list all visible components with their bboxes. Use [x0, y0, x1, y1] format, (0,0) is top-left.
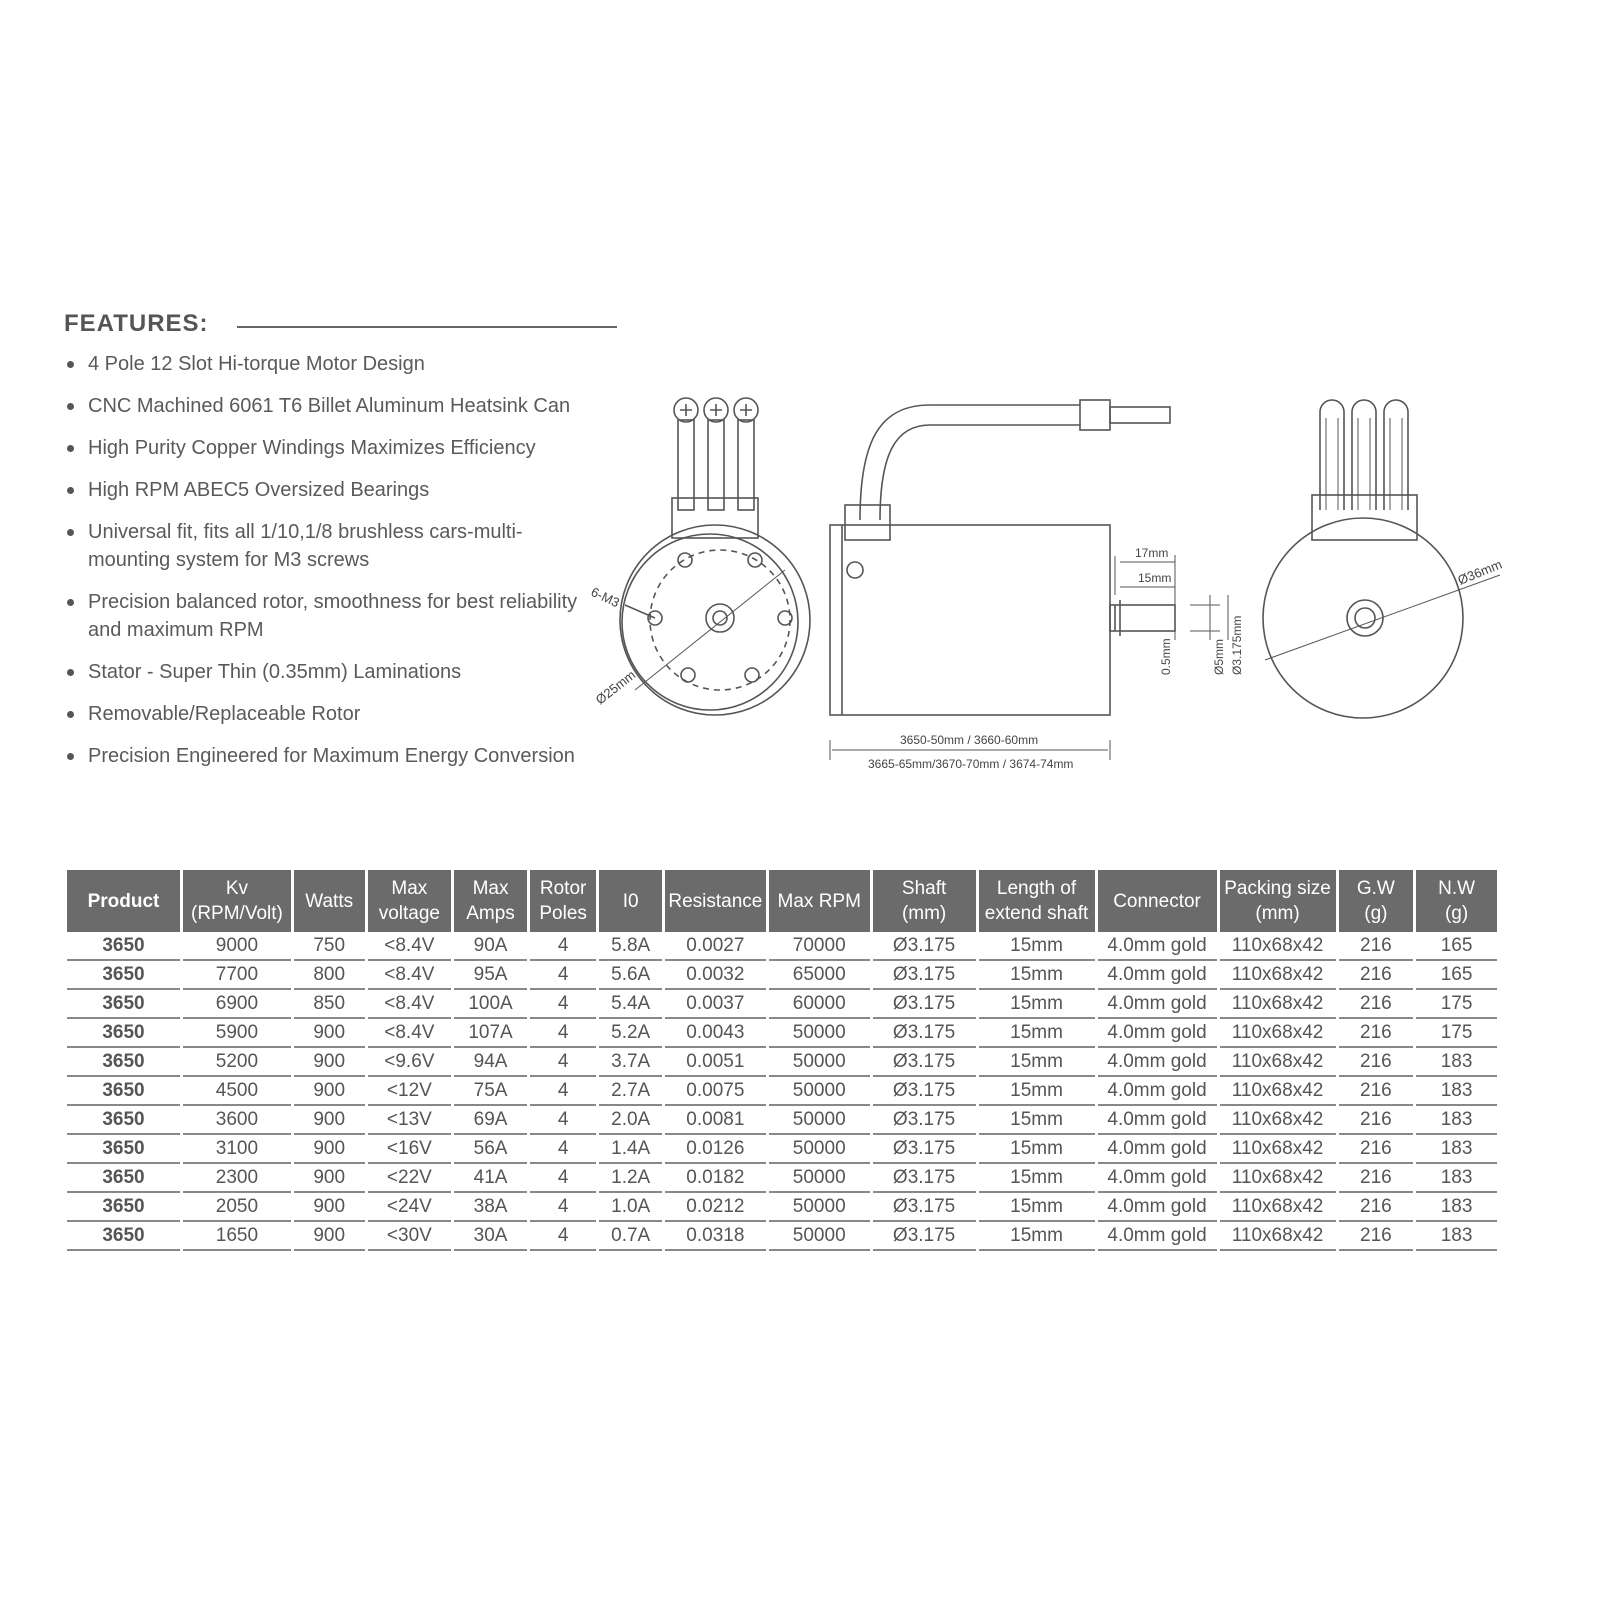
cell-shaft: Ø3.175: [873, 961, 976, 990]
cell-max-voltage: <30V: [368, 1222, 452, 1251]
cell-max-voltage: <8.4V: [368, 1019, 452, 1048]
cell-net-weight: 183: [1416, 1135, 1497, 1164]
cell-max-amps: 75A: [454, 1077, 527, 1106]
side-view: [830, 400, 1244, 771]
cell-kv: 6900: [183, 990, 291, 1019]
rear-view: [1263, 400, 1504, 718]
feature-item: Precision Engineered for Maximum Energy Conversion: [64, 742, 624, 770]
cell-packing-size: 110x68x42: [1220, 932, 1336, 961]
holes-label: 6-M3: [588, 584, 622, 611]
cell-max-amps: 38A: [454, 1193, 527, 1222]
cell-resistance: 0.0126: [665, 1135, 766, 1164]
rear-can-outline: [1263, 518, 1463, 718]
cell-max-amps: 94A: [454, 1048, 527, 1077]
cell-shaft-length: 15mm: [979, 961, 1095, 990]
cell-resistance: 0.0212: [665, 1193, 766, 1222]
shaft-15mm-label: 15mm: [1138, 571, 1172, 585]
cell-product: 3650: [67, 1135, 180, 1164]
col-i0: I0: [599, 870, 662, 932]
cell-gross-weight: 216: [1339, 1048, 1414, 1077]
cell-max-voltage: <12V: [368, 1077, 452, 1106]
cell-connector: 4.0mm gold: [1098, 1222, 1217, 1251]
cell-net-weight: 175: [1416, 1019, 1497, 1048]
cell-i0: 5.8A: [599, 932, 662, 961]
spec-table: [64, 870, 1500, 1251]
feature-item: 4 Pole 12 Slot Hi-torque Motor Design: [64, 350, 624, 378]
cell-i0: 5.6A: [599, 961, 662, 990]
cell-shaft-length: 15mm: [979, 1106, 1095, 1135]
cell-max-amps: 69A: [454, 1106, 527, 1135]
cell-net-weight: 165: [1416, 932, 1497, 961]
cell-max-rpm: 50000: [769, 1106, 870, 1135]
cell-packing-size: 110x68x42: [1220, 1222, 1336, 1251]
motor-drawing-svg: [560, 380, 1560, 800]
features-title: FEATURES:: [64, 310, 209, 337]
cell-packing-size: 110x68x42: [1220, 990, 1336, 1019]
cell-max-amps: 100A: [454, 990, 527, 1019]
cell-resistance: 0.0182: [665, 1164, 766, 1193]
cell-kv: 3600: [183, 1106, 291, 1135]
cell-resistance: 0.0081: [665, 1106, 766, 1135]
cell-rotor-poles: 4: [530, 1164, 597, 1193]
cell-max-rpm: 65000: [769, 961, 870, 990]
col-max-voltage: Max voltage: [368, 870, 452, 932]
cell-watts: 900: [294, 1077, 365, 1106]
feature-item: Removable/Replaceable Rotor: [64, 700, 624, 728]
cell-product: 3650: [67, 1048, 180, 1077]
cell-i0: 0.7A: [599, 1222, 662, 1251]
cell-max-rpm: 50000: [769, 1193, 870, 1222]
cell-gross-weight: 216: [1339, 1106, 1414, 1135]
cell-watts: 900: [294, 1193, 365, 1222]
cell-watts: 900: [294, 1222, 365, 1251]
cell-rotor-poles: 4: [530, 932, 597, 961]
table-row: [67, 1135, 1497, 1164]
cell-rotor-poles: 4: [530, 990, 597, 1019]
front-dia-leader: [635, 570, 785, 690]
feature-item: Universal fit, fits all 1/10,1/8 brushless cars-multi-mounting system for M3 screws: [64, 518, 528, 574]
features-list: [64, 350, 624, 770]
cell-max-rpm: 50000: [769, 1048, 870, 1077]
cell-product: 3650: [67, 1164, 180, 1193]
cell-connector: 4.0mm gold: [1098, 1164, 1217, 1193]
cell-watts: 800: [294, 961, 365, 990]
cell-product: 3650: [67, 1077, 180, 1106]
rear-shaft: [1355, 608, 1375, 628]
cell-rotor-poles: 4: [530, 961, 597, 990]
cell-shaft: Ø3.175: [873, 1106, 976, 1135]
cell-shaft: Ø3.175: [873, 1135, 976, 1164]
cell-watts: 900: [294, 1164, 365, 1193]
col-watts: Watts: [294, 870, 365, 932]
cell-max-voltage: <8.4V: [368, 961, 452, 990]
rear-dia-label: Ø36mm: [1455, 556, 1504, 588]
cell-kv: 2050: [183, 1193, 291, 1222]
cell-shaft-length: 15mm: [979, 1019, 1095, 1048]
col-packing-size: Packing size (mm): [1220, 870, 1336, 932]
cell-i0: 1.4A: [599, 1135, 662, 1164]
side-wire-inner: [880, 425, 1080, 520]
cell-kv: 5200: [183, 1048, 291, 1077]
cell-shaft: Ø3.175: [873, 1019, 976, 1048]
cell-shaft-length: 15mm: [979, 1048, 1095, 1077]
cell-max-amps: 90A: [454, 932, 527, 961]
cell-gross-weight: 216: [1339, 1019, 1414, 1048]
cell-shaft-length: 15mm: [979, 1222, 1095, 1251]
cell-max-rpm: 50000: [769, 1077, 870, 1106]
length-label-1: 3650-50mm / 3660-60mm: [900, 733, 1039, 747]
cell-shaft: Ø3.175: [873, 1222, 976, 1251]
feature-item: High RPM ABEC5 Oversized Bearings: [64, 476, 624, 504]
cell-watts: 750: [294, 932, 365, 961]
table-row: [67, 1019, 1497, 1048]
cell-max-voltage: <8.4V: [368, 990, 452, 1019]
spec-table-body: [67, 932, 1497, 1251]
table-row: [67, 1048, 1497, 1077]
cell-connector: 4.0mm gold: [1098, 961, 1217, 990]
cell-net-weight: 183: [1416, 1193, 1497, 1222]
shaft-5mm-label: Ø5mm: [1212, 639, 1226, 675]
cell-shaft: Ø3.175: [873, 1164, 976, 1193]
cell-max-voltage: <13V: [368, 1106, 452, 1135]
cell-gross-weight: 216: [1339, 1222, 1414, 1251]
col-kv: Kv (RPM/Volt): [183, 870, 291, 932]
cell-resistance: 0.0027: [665, 932, 766, 961]
cell-connector: 4.0mm gold: [1098, 932, 1217, 961]
cell-watts: 900: [294, 1019, 365, 1048]
cell-rotor-poles: 4: [530, 1077, 597, 1106]
cell-packing-size: 110x68x42: [1220, 1106, 1336, 1135]
features-section: [64, 310, 624, 784]
cell-product: 3650: [67, 1193, 180, 1222]
cell-net-weight: 183: [1416, 1164, 1497, 1193]
feature-item: CNC Machined 6061 T6 Billet Aluminum Heatsink Can: [64, 392, 624, 420]
cell-max-amps: 56A: [454, 1135, 527, 1164]
header-row: [67, 870, 1497, 932]
col-resistance: Resistance: [665, 870, 766, 932]
cell-connector: 4.0mm gold: [1098, 1135, 1217, 1164]
cell-shaft: Ø3.175: [873, 1048, 976, 1077]
cell-product: 3650: [67, 1106, 180, 1135]
cell-watts: 900: [294, 1106, 365, 1135]
cell-product: 3650: [67, 1222, 180, 1251]
cell-gross-weight: 216: [1339, 990, 1414, 1019]
front-dia-label: Ø25mm: [592, 667, 639, 708]
cell-i0: 5.4A: [599, 990, 662, 1019]
cell-max-voltage: <16V: [368, 1135, 452, 1164]
cell-shaft-length: 15mm: [979, 1164, 1095, 1193]
length-label-2: 3665-65mm/3670-70mm / 3674-74mm: [868, 757, 1074, 771]
cell-max-rpm: 50000: [769, 1164, 870, 1193]
cell-rotor-poles: 4: [530, 1135, 597, 1164]
cell-shaft-length: 15mm: [979, 1077, 1095, 1106]
cell-product: 3650: [67, 932, 180, 961]
cell-gross-weight: 216: [1339, 961, 1414, 990]
cell-max-amps: 30A: [454, 1222, 527, 1251]
cell-net-weight: 183: [1416, 1048, 1497, 1077]
shaft-17mm-label: 17mm: [1135, 546, 1169, 560]
side-connector-sleeve: [1080, 400, 1110, 430]
cell-packing-size: 110x68x42: [1220, 1164, 1336, 1193]
cell-max-voltage: <9.6V: [368, 1048, 452, 1077]
front-bolt-circle: [650, 550, 790, 690]
cell-gross-weight: 216: [1339, 1135, 1414, 1164]
features-title-rule: [237, 326, 617, 328]
cell-kv: 2300: [183, 1164, 291, 1193]
cell-packing-size: 110x68x42: [1220, 1077, 1336, 1106]
cell-packing-size: 110x68x42: [1220, 1019, 1336, 1048]
cell-max-rpm: 60000: [769, 990, 870, 1019]
cell-i0: 3.7A: [599, 1048, 662, 1077]
cell-shaft-length: 15mm: [979, 1135, 1095, 1164]
col-gross-weight: G.W (g): [1339, 870, 1414, 932]
cell-kv: 4500: [183, 1077, 291, 1106]
side-wire-boot: [845, 505, 890, 540]
cell-max-rpm: 70000: [769, 932, 870, 961]
col-product: Product: [67, 870, 180, 932]
table-row: [67, 932, 1497, 961]
side-can: [830, 525, 1110, 715]
cell-resistance: 0.0032: [665, 961, 766, 990]
cell-product: 3650: [67, 1019, 180, 1048]
cell-shaft: Ø3.175: [873, 1193, 976, 1222]
side-screw: [847, 562, 863, 578]
cell-gross-weight: 216: [1339, 932, 1414, 961]
spec-table-header: [67, 870, 1497, 932]
cell-shaft: Ø3.175: [873, 932, 976, 961]
cell-gross-weight: 216: [1339, 1164, 1414, 1193]
table-row: [67, 1222, 1497, 1251]
cell-max-amps: 107A: [454, 1019, 527, 1048]
cell-max-rpm: 50000: [769, 1222, 870, 1251]
cell-packing-size: 110x68x42: [1220, 1193, 1336, 1222]
cell-rotor-poles: 4: [530, 1193, 597, 1222]
front-wires: [674, 398, 758, 510]
cell-shaft-length: 15mm: [979, 932, 1095, 961]
col-rotor-poles: Rotor Poles: [530, 870, 597, 932]
cell-shaft-length: 15mm: [979, 990, 1095, 1019]
cell-resistance: 0.0051: [665, 1048, 766, 1077]
col-max-rpm: Max RPM: [769, 870, 870, 932]
motor-drawings: [560, 380, 1560, 800]
cell-shaft-length: 15mm: [979, 1193, 1095, 1222]
cell-i0: 1.0A: [599, 1193, 662, 1222]
cell-resistance: 0.0318: [665, 1222, 766, 1251]
cell-resistance: 0.0037: [665, 990, 766, 1019]
cell-connector: 4.0mm gold: [1098, 1077, 1217, 1106]
cell-packing-size: 110x68x42: [1220, 1135, 1336, 1164]
cell-connector: 4.0mm gold: [1098, 1048, 1217, 1077]
cell-net-weight: 183: [1416, 1077, 1497, 1106]
cell-product: 3650: [67, 961, 180, 990]
cell-connector: 4.0mm gold: [1098, 1193, 1217, 1222]
cell-i0: 1.2A: [599, 1164, 662, 1193]
cell-rotor-poles: 4: [530, 1048, 597, 1077]
cell-max-rpm: 50000: [769, 1135, 870, 1164]
cell-kv: 9000: [183, 932, 291, 961]
col-net-weight: N.W (g): [1416, 870, 1497, 932]
shaft-3175-label: Ø3.175mm: [1230, 615, 1244, 675]
cell-i0: 2.7A: [599, 1077, 662, 1106]
col-connector: Connector: [1098, 870, 1217, 932]
cell-resistance: 0.0043: [665, 1019, 766, 1048]
table-row: [67, 1193, 1497, 1222]
cell-kv: 3100: [183, 1135, 291, 1164]
cell-kv: 1650: [183, 1222, 291, 1251]
cell-max-voltage: <8.4V: [368, 932, 452, 961]
cell-watts: 850: [294, 990, 365, 1019]
col-shaft: Shaft (mm): [873, 870, 976, 932]
table-row: [67, 990, 1497, 1019]
col-max-amps: Max Amps: [454, 870, 527, 932]
cell-watts: 900: [294, 1048, 365, 1077]
cell-rotor-poles: 4: [530, 1019, 597, 1048]
rear-wires: [1320, 400, 1408, 510]
cell-max-voltage: <24V: [368, 1193, 452, 1222]
cell-net-weight: 165: [1416, 961, 1497, 990]
front-view: [589, 398, 810, 715]
cell-max-voltage: <22V: [368, 1164, 452, 1193]
cell-watts: 900: [294, 1135, 365, 1164]
cell-rotor-poles: 4: [530, 1222, 597, 1251]
col-shaft-length: Length of extend shaft: [979, 870, 1095, 932]
cell-net-weight: 175: [1416, 990, 1497, 1019]
side-connector-pin: [1110, 407, 1170, 423]
cell-resistance: 0.0075: [665, 1077, 766, 1106]
cell-i0: 5.2A: [599, 1019, 662, 1048]
cell-gross-weight: 216: [1339, 1077, 1414, 1106]
cell-gross-weight: 216: [1339, 1193, 1414, 1222]
feature-item: High Purity Copper Windings Maximizes Efficiency: [64, 434, 624, 462]
front-wire-boot: [672, 498, 758, 538]
cell-shaft: Ø3.175: [873, 1077, 976, 1106]
table-row: [67, 1106, 1497, 1135]
cell-connector: 4.0mm gold: [1098, 990, 1217, 1019]
cell-connector: 4.0mm gold: [1098, 1019, 1217, 1048]
cell-packing-size: 110x68x42: [1220, 961, 1336, 990]
cell-i0: 2.0A: [599, 1106, 662, 1135]
cell-net-weight: 183: [1416, 1106, 1497, 1135]
cell-product: 3650: [67, 990, 180, 1019]
cell-kv: 7700: [183, 961, 291, 990]
front-hub: [706, 604, 734, 632]
rear-hub: [1347, 600, 1383, 636]
rear-dia-leader: [1265, 575, 1500, 660]
feature-item: Stator - Super Thin (0.35mm) Laminations: [64, 658, 624, 686]
cell-max-rpm: 50000: [769, 1019, 870, 1048]
cell-shaft: Ø3.175: [873, 990, 976, 1019]
cell-rotor-poles: 4: [530, 1106, 597, 1135]
flat-label: 0.5mm: [1159, 638, 1173, 675]
table-row: [67, 1164, 1497, 1193]
table-row: [67, 961, 1497, 990]
cell-net-weight: 183: [1416, 1222, 1497, 1251]
feature-item: Precision balanced rotor, smoothness for best reliability and maximum RPM: [64, 588, 578, 644]
cell-kv: 5900: [183, 1019, 291, 1048]
cell-max-amps: 41A: [454, 1164, 527, 1193]
features-header: [64, 310, 624, 338]
side-wire-outer: [860, 405, 1080, 520]
cell-max-amps: 95A: [454, 961, 527, 990]
cell-connector: 4.0mm gold: [1098, 1106, 1217, 1135]
table-row: [67, 1077, 1497, 1106]
cell-packing-size: 110x68x42: [1220, 1048, 1336, 1077]
